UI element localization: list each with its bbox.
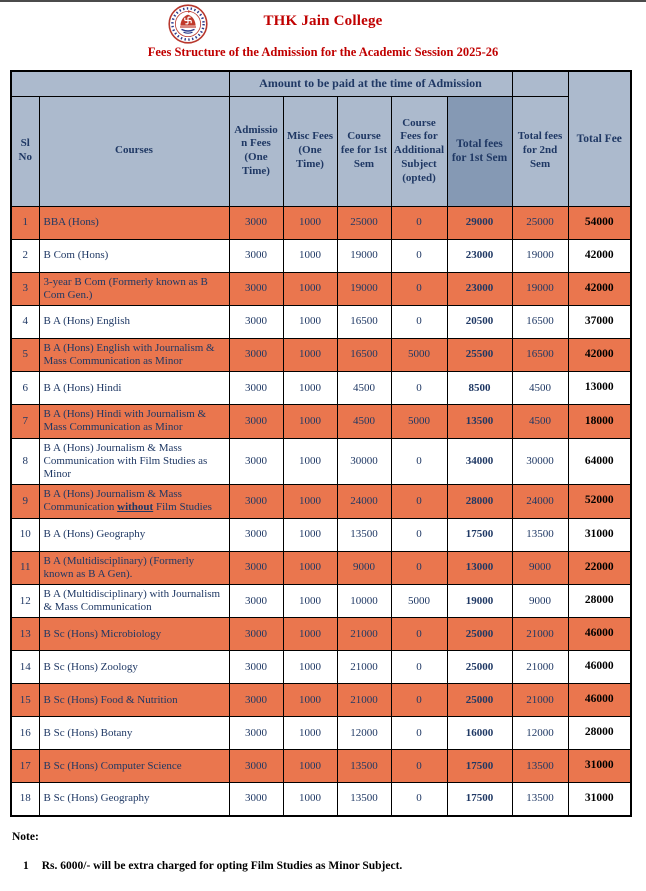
cell-course-fee-1st-sem: 4500 [337,405,391,438]
table-row [11,405,631,438]
cell-course-fee-1st-sem: 25000 [337,206,391,239]
cell-additional-subject-fees: 0 [391,438,447,485]
cell-total-fees-2nd-sem: 19000 [512,239,568,272]
cell-course-fee-1st-sem: 9000 [337,551,391,584]
cell-course-fee-1st-sem: 21000 [337,684,391,717]
cell-admission-fees: 3000 [229,405,283,438]
cell-total-fees-1st-sem: 25000 [447,618,512,651]
cell-sl-no: 6 [11,372,39,405]
cell-sl-no: 1 [11,206,39,239]
cell-misc-fees: 1000 [283,272,337,305]
cell-total-fees-2nd-sem: 21000 [512,684,568,717]
cell-total-fee: 31000 [568,518,631,551]
cell-total-fee: 46000 [568,618,631,651]
cell-admission-fees: 3000 [229,651,283,684]
cell-course-fee-1st-sem: 16500 [337,338,391,371]
cell-misc-fees: 1000 [283,206,337,239]
col-header-sl-no: Sl No [11,96,39,206]
cell-total-fee: 37000 [568,305,631,338]
fees-document-page [0,2,646,872]
cell-course: B A (Hons) Journalism & Mass Communication without Film Studies [39,485,229,518]
table-row [11,239,631,272]
cell-additional-subject-fees: 0 [391,305,447,338]
cell-course-fee-1st-sem: 30000 [337,438,391,485]
cell-admission-fees: 3000 [229,372,283,405]
table-row [11,584,631,617]
cell-misc-fees: 1000 [283,750,337,783]
cell-additional-subject-fees: 5000 [391,405,447,438]
cell-total-fees-2nd-sem: 13500 [512,783,568,816]
cell-total-fee: 54000 [568,206,631,239]
cell-additional-subject-fees: 0 [391,551,447,584]
cell-course-fee-1st-sem: 13500 [337,518,391,551]
cell-sl-no: 12 [11,584,39,617]
cell-course: B Sc (Hons) Geography [39,783,229,816]
cell-admission-fees: 3000 [229,618,283,651]
cell-course: B Sc (Hons) Food & Nutrition [39,684,229,717]
cell-sl-no: 11 [11,551,39,584]
cell-additional-subject-fees: 5000 [391,338,447,371]
cell-sl-no: 10 [11,518,39,551]
cell-admission-fees: 3000 [229,485,283,518]
cell-course-fee-1st-sem: 13500 [337,750,391,783]
table-span-header-row [11,71,631,96]
cell-course: B A (Hons) English with Journalism & Mass Communication as Minor [39,338,229,371]
cell-misc-fees: 1000 [283,584,337,617]
cell-course-fee-1st-sem: 24000 [337,485,391,518]
cell-total-fees-1st-sem: 25000 [447,684,512,717]
cell-course: B A (Hons) Hindi [39,372,229,405]
cell-course-fee-1st-sem: 10000 [337,584,391,617]
cell-course: B Sc (Hons) Computer Science [39,750,229,783]
cell-course-fee-1st-sem: 19000 [337,272,391,305]
cell-misc-fees: 1000 [283,618,337,651]
cell-misc-fees: 1000 [283,551,337,584]
cell-total-fees-1st-sem: 13500 [447,405,512,438]
cell-misc-fees: 1000 [283,239,337,272]
cell-total-fee: 22000 [568,551,631,584]
cell-total-fees-1st-sem: 29000 [447,206,512,239]
empty-header-cell [512,71,568,96]
fees-table [10,70,632,817]
cell-total-fees-1st-sem: 17500 [447,783,512,816]
note-item [12,860,646,872]
span-header-admission-amount: Amount to be paid at the time of Admission [229,71,512,96]
col-header-admission-fees: Admission Fees (One Time) [229,96,283,206]
table-row [11,206,631,239]
table-row [11,372,631,405]
cell-total-fee: 46000 [568,651,631,684]
table-row [11,551,631,584]
cell-admission-fees: 3000 [229,584,283,617]
cell-admission-fees: 3000 [229,684,283,717]
cell-total-fees-1st-sem: 20500 [447,305,512,338]
college-seal-icon [168,4,208,44]
cell-course: B Sc (Hons) Zoology [39,651,229,684]
cell-sl-no: 9 [11,485,39,518]
cell-admission-fees: 3000 [229,717,283,750]
cell-total-fees-2nd-sem: 13500 [512,518,568,551]
cell-additional-subject-fees: 0 [391,239,447,272]
cell-additional-subject-fees: 0 [391,206,447,239]
note-section [12,831,646,872]
cell-additional-subject-fees: 0 [391,783,447,816]
col-header-total-fees-1st-sem: Total fees for 1st Sem [447,96,512,206]
cell-admission-fees: 3000 [229,783,283,816]
cell-misc-fees: 1000 [283,305,337,338]
cell-course: B A (Multidisciplinary) with Journalism & Mass Communication [39,584,229,617]
cell-total-fees-2nd-sem: 9000 [512,584,568,617]
cell-sl-no: 14 [11,651,39,684]
note-label: Note: [12,830,39,843]
cell-misc-fees: 1000 [283,651,337,684]
table-row [11,618,631,651]
cell-course: BBA (Hons) [39,206,229,239]
cell-total-fees-1st-sem: 19000 [447,584,512,617]
cell-sl-no: 15 [11,684,39,717]
cell-course: B A (Hons) Journalism & Mass Communication with Film Studies as Minor [39,438,229,485]
table-row [11,717,631,750]
cell-sl-no: 3 [11,272,39,305]
cell-total-fees-2nd-sem: 4500 [512,405,568,438]
cell-total-fee: 52000 [568,485,631,518]
cell-admission-fees: 3000 [229,206,283,239]
cell-additional-subject-fees: 0 [391,485,447,518]
cell-misc-fees: 1000 [283,717,337,750]
cell-admission-fees: 3000 [229,551,283,584]
cell-course-fee-1st-sem: 21000 [337,618,391,651]
cell-total-fee: 42000 [568,272,631,305]
cell-additional-subject-fees: 0 [391,618,447,651]
cell-course: B Com (Hons) [39,239,229,272]
cell-total-fees-1st-sem: 25000 [447,651,512,684]
col-header-courses: Courses [39,96,229,206]
table-row [11,438,631,485]
col-header-additional-subject-fees: Course Fees for Additional Subject (opted) [391,96,447,206]
cell-total-fees-2nd-sem: 13500 [512,750,568,783]
cell-total-fees-1st-sem: 34000 [447,438,512,485]
cell-misc-fees: 1000 [283,684,337,717]
cell-course: B A (Hons) Hindi with Journalism & Mass Communication as Minor [39,405,229,438]
cell-additional-subject-fees: 0 [391,272,447,305]
cell-additional-subject-fees: 0 [391,651,447,684]
note-item-text: Rs. 6000/- will be extra charged for opting Film Studies as Minor Subject. [41,859,403,872]
cell-admission-fees: 3000 [229,239,283,272]
col-header-total-fees-2nd-sem: Total fees for 2nd Sem [512,96,568,206]
cell-additional-subject-fees: 0 [391,750,447,783]
cell-total-fees-1st-sem: 28000 [447,485,512,518]
col-header-total-fee: Total Fee [568,71,631,206]
cell-additional-subject-fees: 0 [391,684,447,717]
cell-sl-no: 18 [11,783,39,816]
cell-total-fees-2nd-sem: 19000 [512,272,568,305]
cell-total-fee: 64000 [568,438,631,485]
col-header-course-fee-1st-sem: Course fee for 1st Sem [337,96,391,206]
table-row [11,305,631,338]
cell-sl-no: 13 [11,618,39,651]
col-header-misc-fees: Misc Fees (One Time) [283,96,337,206]
cell-total-fees-1st-sem: 13000 [447,551,512,584]
cell-additional-subject-fees: 5000 [391,584,447,617]
cell-total-fees-2nd-sem: 30000 [512,438,568,485]
cell-misc-fees: 1000 [283,338,337,371]
cell-sl-no: 17 [11,750,39,783]
cell-total-fees-1st-sem: 25500 [447,338,512,371]
empty-header-cell [11,71,229,96]
cell-misc-fees: 1000 [283,405,337,438]
cell-total-fees-1st-sem: 23000 [447,239,512,272]
cell-total-fees-1st-sem: 16000 [447,717,512,750]
table-row [11,651,631,684]
table-row [11,518,631,551]
cell-total-fee: 18000 [568,405,631,438]
cell-total-fees-1st-sem: 8500 [447,372,512,405]
table-column-header-row [11,96,631,206]
cell-total-fee: 13000 [568,372,631,405]
cell-misc-fees: 1000 [283,783,337,816]
cell-total-fee: 42000 [568,239,631,272]
cell-total-fees-2nd-sem: 24000 [512,485,568,518]
page-title: THK Jain College [263,13,383,29]
cell-total-fees-1st-sem: 23000 [447,272,512,305]
cell-total-fees-1st-sem: 17500 [447,518,512,551]
cell-admission-fees: 3000 [229,338,283,371]
cell-course-fee-1st-sem: 13500 [337,783,391,816]
fees-table-container [10,70,630,817]
cell-total-fees-2nd-sem: 9000 [512,551,568,584]
cell-sl-no: 7 [11,405,39,438]
cell-misc-fees: 1000 [283,438,337,485]
cell-misc-fees: 1000 [283,518,337,551]
cell-additional-subject-fees: 0 [391,717,447,750]
cell-admission-fees: 3000 [229,518,283,551]
cell-additional-subject-fees: 0 [391,372,447,405]
cell-total-fee: 31000 [568,750,631,783]
cell-sl-no: 2 [11,239,39,272]
cell-total-fees-2nd-sem: 21000 [512,651,568,684]
cell-course: B A (Hons) English [39,305,229,338]
cell-total-fees-1st-sem: 17500 [447,750,512,783]
table-row [11,485,631,518]
cell-total-fees-2nd-sem: 16500 [512,305,568,338]
cell-admission-fees: 3000 [229,438,283,485]
cell-sl-no: 16 [11,717,39,750]
cell-course-fee-1st-sem: 12000 [337,717,391,750]
table-row [11,338,631,371]
emphasized-word: without [117,501,154,514]
cell-misc-fees: 1000 [283,372,337,405]
cell-total-fees-2nd-sem: 16500 [512,338,568,371]
cell-total-fees-2nd-sem: 4500 [512,372,568,405]
cell-additional-subject-fees: 0 [391,518,447,551]
cell-misc-fees: 1000 [283,485,337,518]
cell-sl-no: 8 [11,438,39,485]
table-row [11,783,631,816]
cell-admission-fees: 3000 [229,305,283,338]
cell-course-fee-1st-sem: 21000 [337,651,391,684]
page-subtitle: Fees Structure of the Admission for the Academic Session 2025-26 [147,45,499,59]
table-row [11,272,631,305]
table-row [11,684,631,717]
cell-total-fees-2nd-sem: 21000 [512,618,568,651]
cell-total-fee: 31000 [568,783,631,816]
document-header [0,2,646,62]
cell-course: B Sc (Hons) Botany [39,717,229,750]
cell-sl-no: 5 [11,338,39,371]
cell-course-fee-1st-sem: 19000 [337,239,391,272]
cell-course: 3-year B Com (Formerly known as B Com Gen.) [39,272,229,305]
note-item-number: 1 [23,859,29,872]
cell-sl-no: 4 [11,305,39,338]
cell-total-fees-2nd-sem: 12000 [512,717,568,750]
cell-admission-fees: 3000 [229,272,283,305]
cell-course: B A (Multidisciplinary) (Formerly known as B A Gen). [39,551,229,584]
cell-total-fees-2nd-sem: 25000 [512,206,568,239]
cell-admission-fees: 3000 [229,750,283,783]
fees-table-body [11,206,631,816]
cell-course-fee-1st-sem: 4500 [337,372,391,405]
cell-course: B Sc (Hons) Microbiology [39,618,229,651]
cell-course-fee-1st-sem: 16500 [337,305,391,338]
cell-course: B A (Hons) Geography [39,518,229,551]
cell-total-fee: 28000 [568,584,631,617]
table-row [11,750,631,783]
cell-total-fee: 28000 [568,717,631,750]
cell-total-fee: 42000 [568,338,631,371]
cell-total-fee: 46000 [568,684,631,717]
